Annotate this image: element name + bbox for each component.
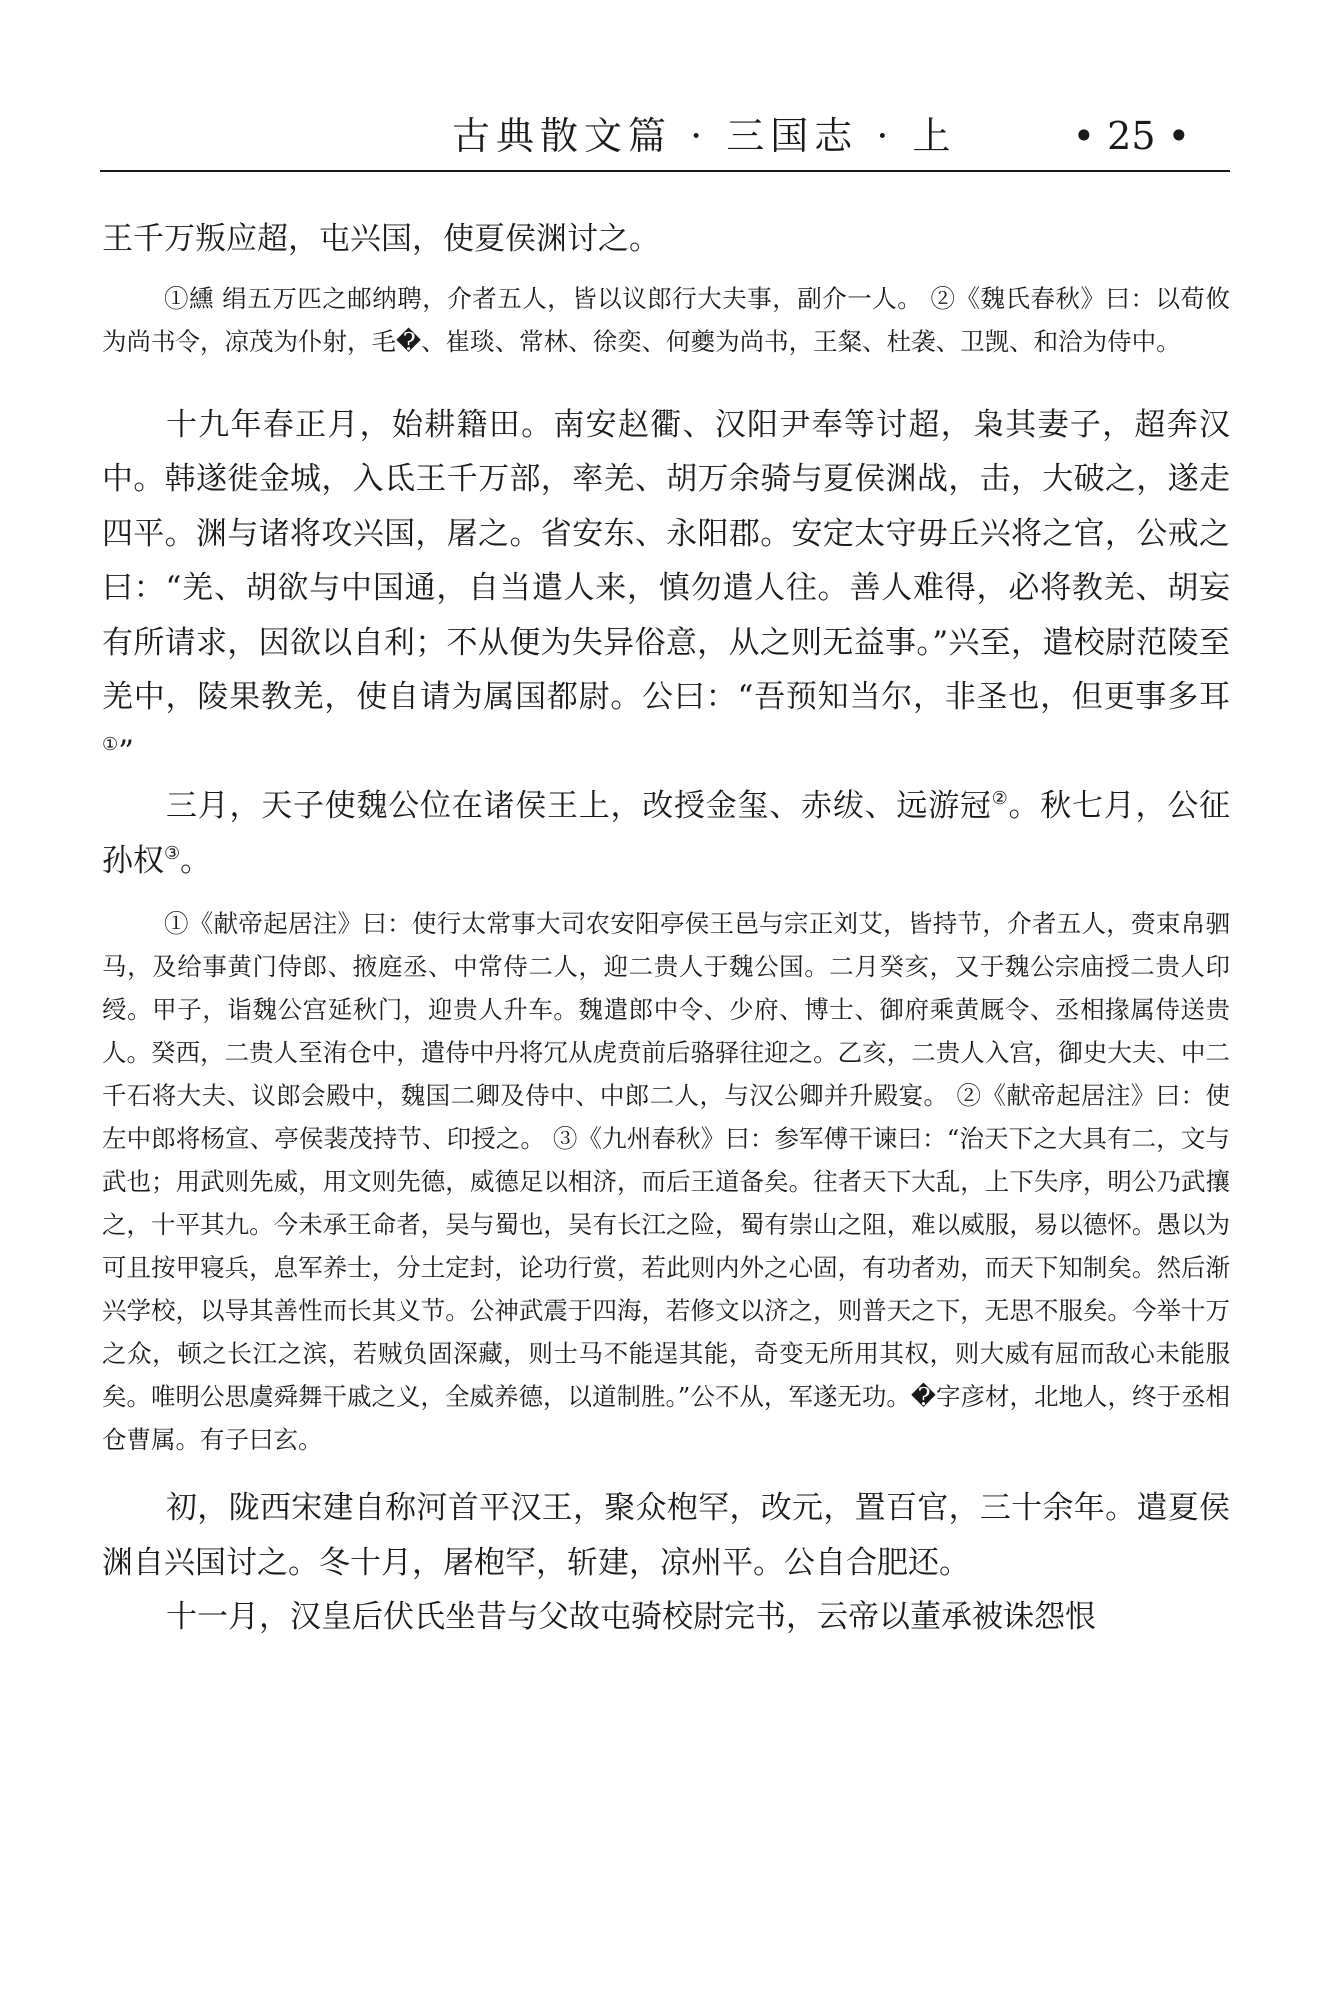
paragraph-year-nineteen xyxy=(102,398,1230,780)
note-marker-3: ③ xyxy=(164,842,181,864)
page-body xyxy=(102,212,1230,1645)
paragraph-song-jian: 初，陇西宋建自称河首平汉王，聚众枹罕，改元，置百官，三十余年。遣夏侯渊自兴国讨之。冬十月，屠枹罕，斩建，凉州平。公自合肥还。 xyxy=(102,1490,1230,1581)
closing-quote: ” xyxy=(118,733,134,770)
paragraph-text: 十九年春正月，始耕籍田。南安赵衢、汉阳尹奉等讨超，枭其妻子，超奔汉中。韩遂徙金城，入氐王千万部，率羌、胡万余骑与夏侯渊战，击，大破之，遂走四平。渊与诸将攻兴国，屠之。省安东、永阳郡。安定太守毋丘兴将之官，公戒之曰：“羌、胡欲与中国通，自当遣人来，慎勿遣人往。善人难得，必将教羌、胡妄有所请求，因欲以自利；不从便为失异俗意，从之则无益事。”兴至，遣校尉范陵至羌中，陵果教羌，使自请为属国都尉。公曰：“吾预知当尔，非圣也，但更事多耳 xyxy=(102,406,1230,715)
running-title: 古典散文篇 · 三国志 · 上 xyxy=(452,114,957,158)
paragraph-end: 。 xyxy=(180,842,212,879)
note-marker-2: ② xyxy=(991,788,1009,809)
paragraph-eleventh-month: 十一月，汉皇后伏氏坐昔与父故屯骑校尉完书，云帝以董承被诛怨恨 xyxy=(166,1599,1096,1635)
paragraph-third-month xyxy=(102,779,1230,888)
page-number: • 25 • xyxy=(1072,114,1190,158)
note-marker-1: ① xyxy=(102,733,119,755)
paragraph-continuation: 王千万叛应超，屯兴国，使夏侯渊讨之。 xyxy=(102,221,660,257)
header-rule xyxy=(100,170,1230,172)
page-header xyxy=(100,110,1230,170)
paragraph-text-mid: 。秋七月，公征孙权 xyxy=(102,788,1231,879)
paragraph-text: 三月，天子使魏公位在诸侯王上，改授金玺、赤绂、远游冠 xyxy=(166,788,992,824)
annotation-block-2: ①《献帝起居注》曰：使行太常事大司农安阳亭侯王邑与宗正刘艾，皆持节，介者五人，赍束帛驷马，及给事黄门侍郎、掖庭丞、中常侍二人，迎二贵人于魏公国。二月癸亥，又于魏公宗庙授二贵人印绶。甲子，诣魏公宫延秋门，迎贵人升车。魏遣郎中令、少府、博士、御府乘黄厩令、丞相掾属侍送贵人。癸西，二贵人至洧仓中，遣侍中丹将冗从虎贲前后骆驿往迎之。乙亥，二贵人入宫，御史大夫、中二千石将大夫、议郎会殿中，魏国二卿及侍中、中郎二人，与汉公卿并升殿宴。 ②《献帝起居注》曰：使左中郎将杨宣、亭侯裴茂持节、印授之。 ③《九州春秋》曰：参军傅干谏曰：“治天下之大具有二，文与武也；用武则先威，用文则先德，威德足以相济，而后王道备矣。往者天下大乱，上下失序，明公乃武攘之，十平其九。今未承王命者，吴与蜀也，吴有长江之险，蜀有崇山之阻，难以威服，易以德怀。愚以为可且按甲寝兵，息军养士，分土定封，论功行赏，若此则内外之心固，有功者劝，而天下知制矣。然后渐兴学校，以导其善性而长其义节。公神武震于四海，若修文以济之，则普天之下，无思不服矣。今举十万之众，顿之长江之滨，若贼负固深藏，则士马不能逞其能，奇变无所用其权，则大威有屈而敌心未能服矣。唯明公思虞舜舞干戚之义，全威养德，以道制胜。”公不从，军遂无功。�字彦材，北地人，终于丞相仓曹属。有子曰玄。 xyxy=(102,909,1230,1454)
annotation-block-1: ①纁 绢五万匹之邮纳聘，介者五人，皆以议郎行大夫事，副介一人。 ②《魏氏春秋》曰：以荀攸为尚书令，凉茂为仆射，毛�、崔琰、常林、徐奕、何夔为尚书，王粲、杜袭、卫觊、和洽为侍中。 xyxy=(102,283,1230,356)
